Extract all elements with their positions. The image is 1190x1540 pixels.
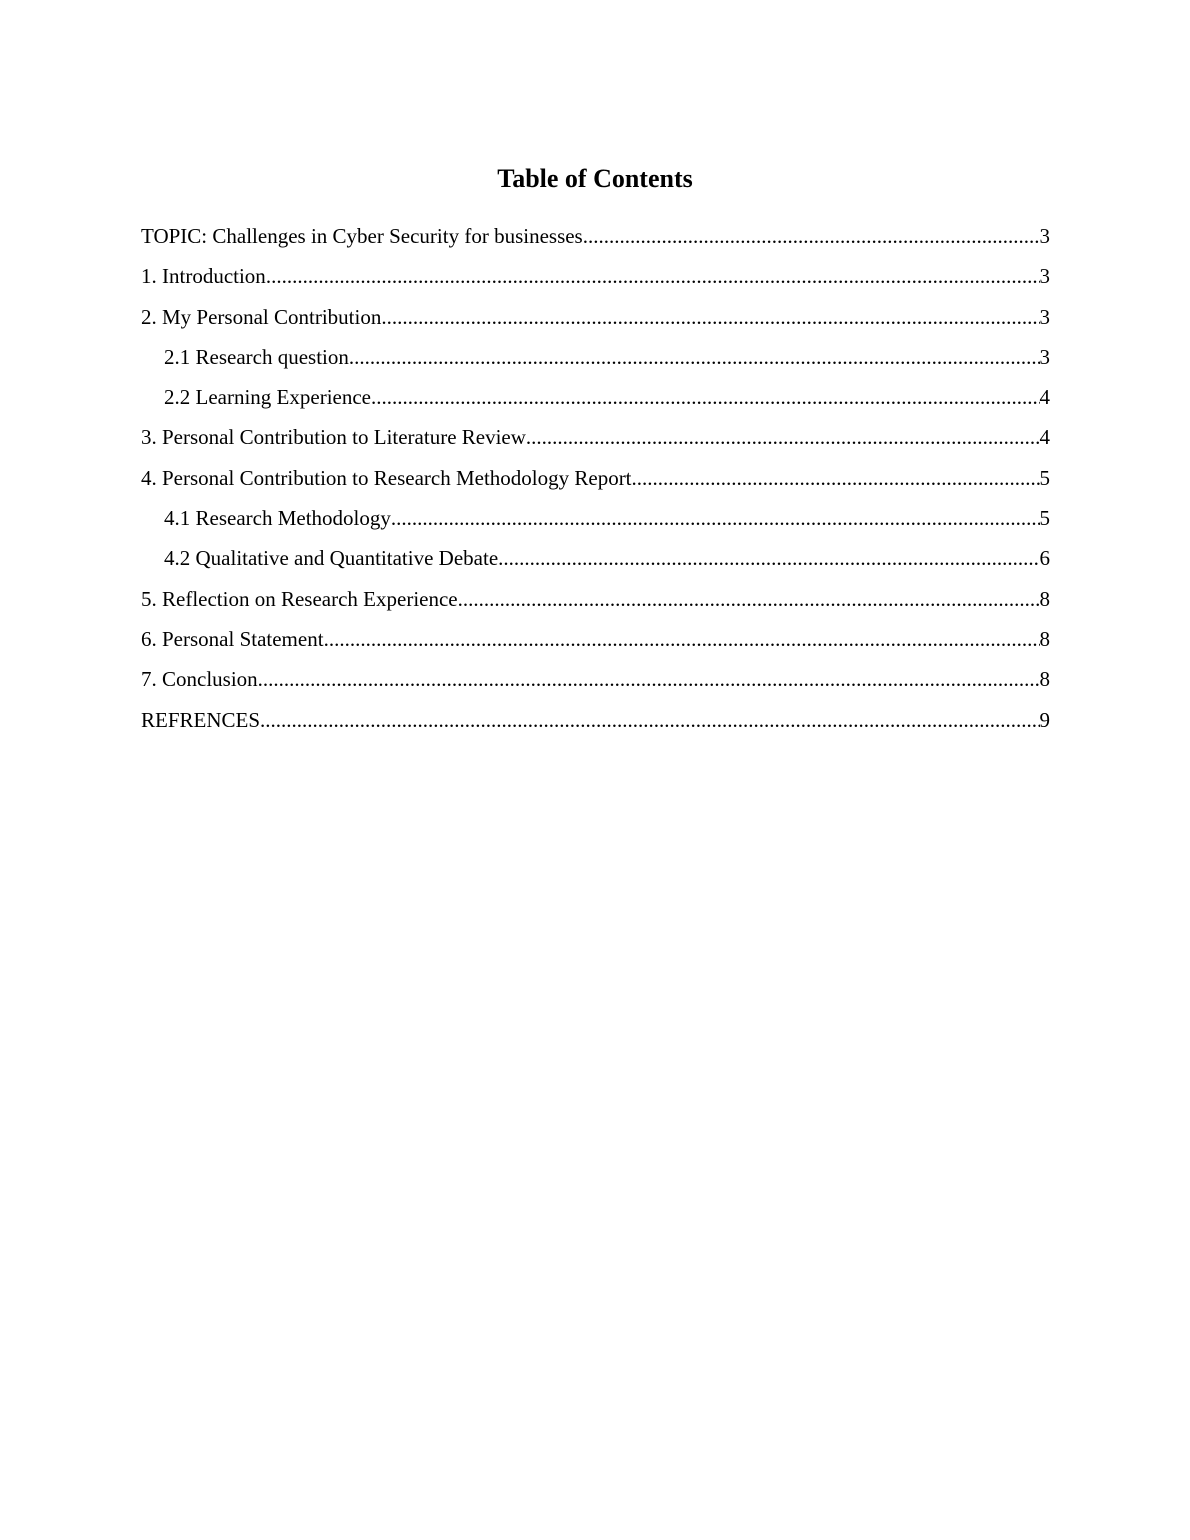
toc-entry-references[interactable]	[141, 704, 1050, 744]
toc-dot-leader	[260, 704, 1039, 736]
toc-entry-topic[interactable]	[141, 220, 1050, 260]
toc-entry-label: 1. Introduction	[141, 264, 266, 289]
toc-entry-label: 3. Personal Contribution to Literature Review	[141, 425, 526, 450]
toc-dot-leader	[583, 220, 1040, 252]
toc-page-number: 8	[1039, 586, 1050, 611]
toc-page-number: 8	[1039, 667, 1050, 692]
toc-entry-label: 2. My Personal Contribution	[141, 304, 382, 329]
toc-dot-leader	[391, 502, 1040, 534]
toc-entry-personal-statement[interactable]	[141, 623, 1050, 663]
toc-entry-label: 6. Personal Statement	[141, 626, 324, 651]
toc-entry-label: 7. Conclusion	[141, 667, 258, 692]
toc-list	[141, 220, 1050, 744]
toc-dot-leader	[526, 421, 1040, 453]
toc-entry-label: TOPIC: Challenges in Cyber Security for businesses	[141, 224, 583, 248]
toc-entry-label: 4.1 Research Methodology	[164, 506, 391, 531]
toc-entry-conclusion[interactable]	[141, 663, 1050, 703]
toc-dot-leader	[458, 583, 1040, 615]
toc-entry-label: 4.2 Qualitative and Quantitative Debate	[164, 546, 499, 571]
toc-page-number: 3	[1039, 344, 1050, 369]
toc-page-number: 4	[1039, 425, 1050, 450]
toc-page-number: 5	[1039, 506, 1050, 531]
toc-dot-leader	[349, 341, 1040, 373]
toc-entry-label: 2.2 Learning Experience	[164, 385, 371, 410]
toc-title: Table of Contents	[497, 164, 693, 193]
toc-dot-leader	[498, 542, 1039, 574]
toc-entry-label: 5. Reflection on Research Experience	[141, 586, 458, 611]
toc-page-number: 4	[1039, 385, 1050, 410]
toc-page-number: 3	[1039, 304, 1050, 329]
toc-dot-leader	[258, 663, 1040, 695]
toc-entry-reflection[interactable]	[141, 583, 1050, 623]
toc-page-number: 3	[1039, 264, 1050, 289]
toc-page-number: 8	[1039, 626, 1050, 651]
toc-entry-personal-contribution[interactable]	[141, 301, 1050, 341]
toc-entry-research-methodology[interactable]	[141, 502, 1050, 542]
toc-entry-label: 2.1 Research question	[164, 344, 349, 369]
toc-entry-label: REFRENCES	[141, 707, 261, 732]
toc-entry-label: 4. Personal Contribution to Research Methodology Report	[141, 465, 632, 490]
toc-entry-qualitative-quantitative-debate[interactable]	[141, 542, 1050, 582]
toc-page-number: 3	[1039, 224, 1050, 248]
toc-entry-research-question[interactable]	[141, 341, 1050, 381]
toc-dot-leader	[324, 623, 1040, 655]
toc-entry-literature-review[interactable]	[141, 421, 1050, 461]
toc-page-number: 9	[1039, 707, 1050, 732]
toc-dot-leader	[266, 260, 1040, 292]
toc-dot-leader	[381, 301, 1039, 333]
toc-entry-introduction[interactable]	[141, 260, 1050, 300]
toc-entry-research-methodology-report[interactable]	[141, 462, 1050, 502]
toc-entry-learning-experience[interactable]	[141, 381, 1050, 421]
toc-page-number: 6	[1039, 546, 1050, 571]
toc-dot-leader	[371, 381, 1040, 413]
toc-page-number: 5	[1039, 465, 1050, 490]
toc-dot-leader	[632, 462, 1040, 494]
